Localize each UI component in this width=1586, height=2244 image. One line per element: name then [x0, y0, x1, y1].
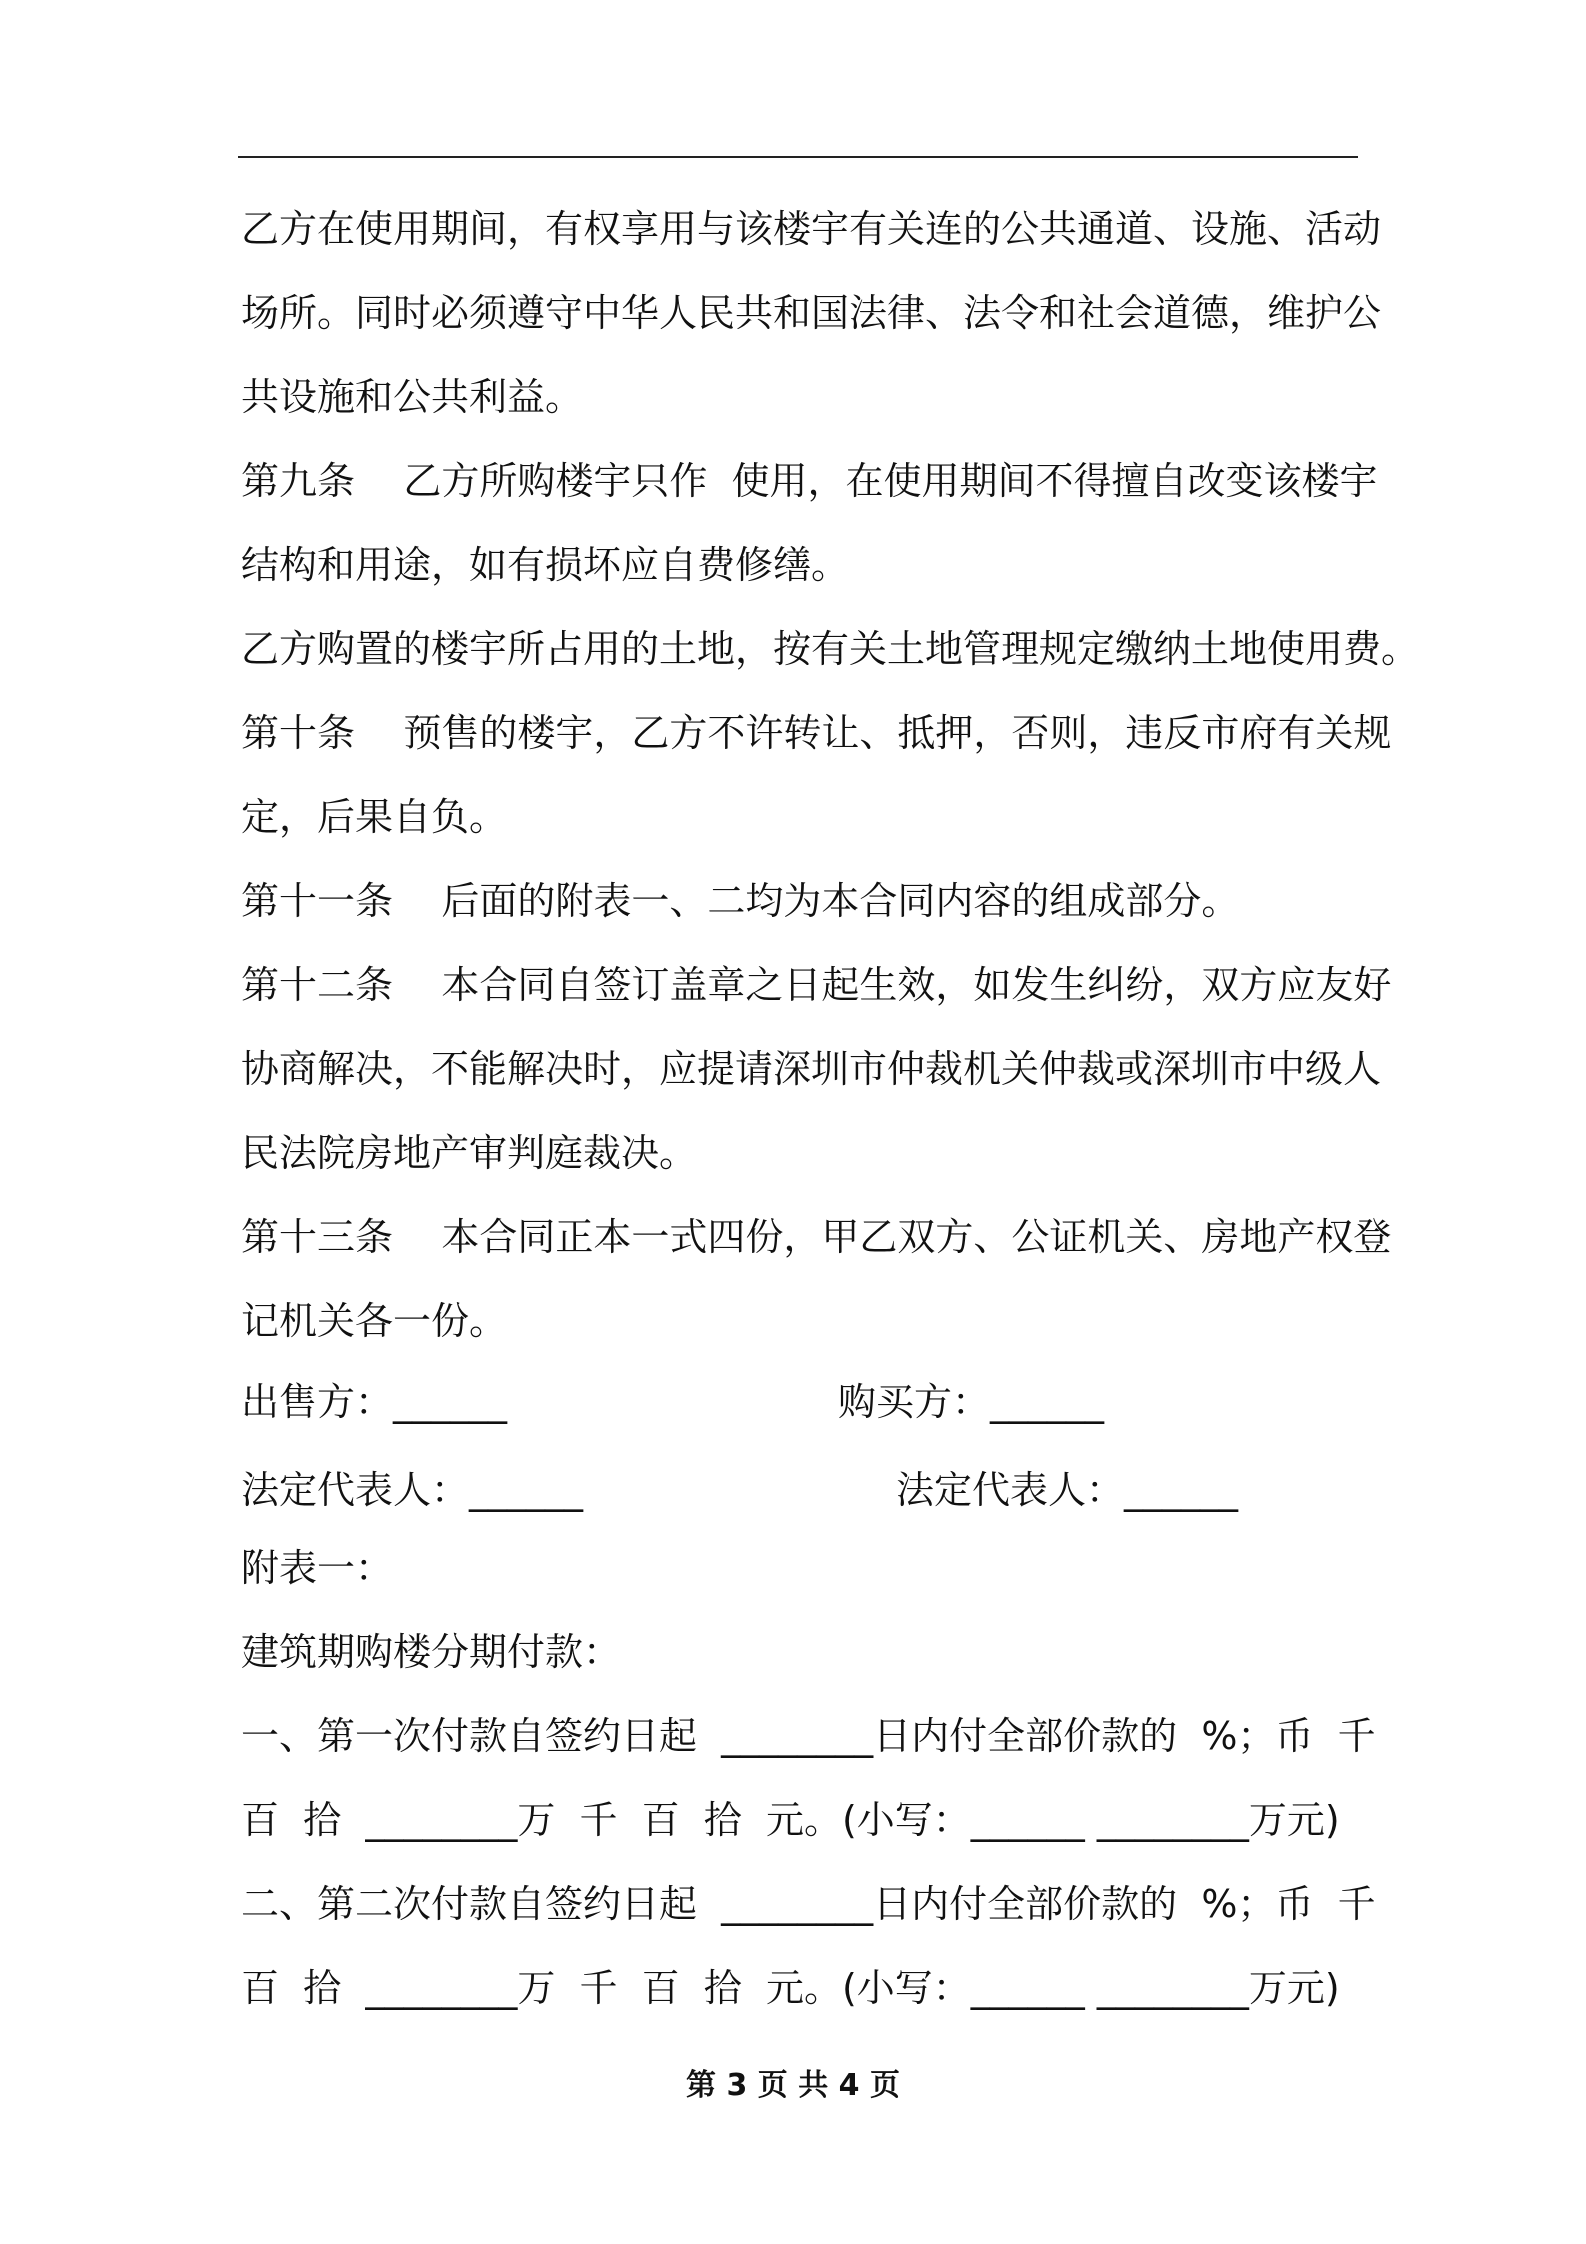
page-number-footer: 第 3 页 共 4 页: [686, 2068, 900, 2103]
header-rule: [238, 156, 1358, 158]
body-line: 乙方购置的楼宇所占用的土地，按有关土地管理规定缴纳土地使用费。: [241, 627, 1420, 671]
body-line: 共设施和公共利益。: [241, 375, 584, 419]
buyer-signature: 购买方：______: [838, 1380, 1105, 1424]
article-11-line: 第十一条 后面的附表一、二均为本合同内容的组成部分。: [241, 879, 1240, 923]
body-line: 记机关各一份。: [241, 1299, 508, 1343]
body-line: 乙方在使用期间，有权享用与该楼宇有关连的公共通道、设施、活动: [241, 207, 1382, 251]
article-13-line: 第十三条 本合同正本一式四份，甲乙双方、公证机关、房地产权登: [241, 1215, 1392, 1259]
buyer-representative: 法定代表人：______: [896, 1468, 1239, 1512]
payment-1-amount-line: 百 拾 ________万 千 百 拾 元。(小写：______ ________万元): [241, 1798, 1340, 1842]
article-10-line: 第十条 预售的楼宇，乙方不许转让、抵押，否则，违反市府有关规: [241, 711, 1392, 755]
appendix-title: 附表一：: [241, 1546, 394, 1590]
appendix-heading: 建筑期购楼分期付款：: [241, 1630, 622, 1674]
body-line: 定，后果自负。: [241, 795, 508, 839]
seller-representative: 法定代表人：______: [241, 1468, 584, 1512]
body-line: 协商解决，不能解决时，应提请深圳市仲裁机关仲裁或深圳市中级人: [241, 1047, 1382, 1091]
article-9-line: 第九条 乙方所购楼宇只作 使用，在使用期间不得擅自改变该楼宇: [241, 459, 1378, 503]
seller-signature: 出售方：______: [241, 1380, 508, 1424]
payment-2-amount-line: 百 拾 ________万 千 百 拾 元。(小写：______ ________万元): [241, 1966, 1340, 2010]
payment-2-line: 二、第二次付款自签约日起 ________日内付全部价款的 %；币 千: [241, 1882, 1376, 1926]
body-line: 场所。同时必须遵守中华人民共和国法律、法令和社会道德，维护公: [241, 291, 1382, 335]
body-line: 结构和用途，如有损坏应自费修缮。: [241, 543, 850, 587]
article-12-line: 第十二条 本合同自签订盖章之日起生效，如发生纠纷，双方应友好: [241, 963, 1392, 1007]
body-line: 民法院房地产审判庭裁决。: [241, 1131, 698, 1175]
payment-1-line: 一、第一次付款自签约日起 ________日内付全部价款的 %；币 千: [241, 1714, 1376, 1758]
